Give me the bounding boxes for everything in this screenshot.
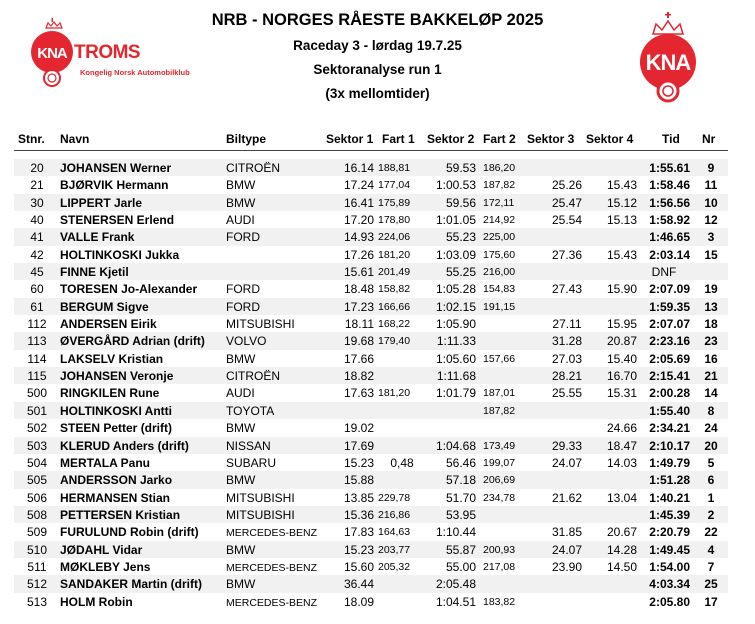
kna-troms-emblem-icon <box>30 18 200 88</box>
table-row <box>14 419 728 436</box>
driver-name: STEEN Petter (drift) <box>60 421 173 436</box>
sector-1: 15.60 <box>343 559 374 574</box>
sector-4: 20.67 <box>606 525 637 540</box>
rank: 7 <box>707 559 715 574</box>
speed-2: 187,82 <box>483 404 516 417</box>
driver-name: VALLE Frank <box>60 230 135 245</box>
car-type: MERCEDES-BENZ <box>226 527 318 540</box>
driver-name: ANDERSEN Eirik <box>60 317 157 332</box>
logo-right-mark: KNA <box>645 50 691 75</box>
driver-name: JØDAHL Vidar <box>60 542 143 557</box>
logo-left-tagline: Kongelig Norsk Automobilklub <box>80 68 190 77</box>
driver-name: FURULUND Robin (drift) <box>60 525 199 540</box>
driver-name: LAKSELV Kristian <box>60 351 164 366</box>
table-row <box>14 506 728 523</box>
speed-2: 216,00 <box>483 266 516 279</box>
speed-1: 203,77 <box>378 543 411 556</box>
sector-1: 16.14 <box>343 161 374 175</box>
col-stnr: Stnr. <box>18 132 45 146</box>
sector-3: 25.54 <box>551 213 583 228</box>
table-row <box>14 523 728 540</box>
sector-4: 24.66 <box>606 421 637 436</box>
total-time: 2:07.07 <box>649 317 690 332</box>
start-number: 506 <box>26 490 48 505</box>
car-type: FORD <box>226 282 260 297</box>
sector-1: 19.68 <box>343 334 374 349</box>
sector-4: 15.43 <box>606 247 637 262</box>
sector-3: 23.90 <box>551 559 583 574</box>
table-row <box>14 437 728 454</box>
start-number: 513 <box>26 594 48 609</box>
car-type: VOLVO <box>226 334 267 349</box>
sector-1: 17.66 <box>343 351 374 366</box>
speed-1: 181,20 <box>378 248 411 261</box>
driver-name: RINGKILEN Rune <box>60 386 160 401</box>
sector-1: 15.23 <box>343 542 374 557</box>
report-subtitle: Raceday 3 - lørdag 19.7.25 <box>293 38 462 53</box>
total-time: 1:40.21 <box>649 490 690 505</box>
car-type: MERCEDES-BENZ <box>226 596 318 609</box>
car-type: SUBARU <box>226 455 277 470</box>
col-navn: Navn <box>60 132 90 146</box>
driver-name: BJØRVIK Hermann <box>60 178 169 193</box>
sector-4: 15.31 <box>606 386 637 401</box>
speed-1: 164,63 <box>378 526 411 539</box>
speed-1: 201,49 <box>378 266 411 279</box>
sector-1: 15.88 <box>343 473 374 488</box>
car-type: AUDI <box>226 386 255 401</box>
total-time: 1:49.45 <box>649 542 690 557</box>
car-type: BMW <box>226 473 256 488</box>
logo-left-mark: KNA <box>37 45 67 62</box>
rank: 22 <box>704 525 718 540</box>
logo-left-name: TROMS <box>74 42 141 63</box>
sector-1: 15.61 <box>343 265 374 280</box>
rank: 5 <box>707 455 715 470</box>
driver-name: PETTERSEN Kristian <box>60 507 181 522</box>
car-type: BMW <box>226 421 256 436</box>
kna-emblem-icon <box>628 12 708 104</box>
col-sektor4: Sektor 4 <box>586 132 634 146</box>
total-time: 2:05.69 <box>649 351 690 366</box>
car-type: MITSUBISHI <box>226 490 295 505</box>
sector-1: 14.93 <box>343 230 374 245</box>
speed-1: 158,82 <box>378 283 411 296</box>
speed-1: 168,22 <box>378 318 411 331</box>
table-row <box>14 350 728 367</box>
sector-2: 1:01.05 <box>435 213 476 228</box>
total-time: 2:00.28 <box>649 386 690 401</box>
rank: 6 <box>707 473 715 488</box>
total-time: 1:55.40 <box>649 403 690 418</box>
car-type: BMW <box>226 577 256 592</box>
total-time: 2:34.21 <box>649 421 690 436</box>
driver-name: STENERSEN Erlend <box>60 213 175 228</box>
driver-name: MØKLEBY Jens <box>60 559 151 574</box>
sector-2: 59.53 <box>445 161 476 175</box>
start-number: 511 <box>27 559 47 574</box>
sector-2: 1:05.60 <box>435 351 476 366</box>
sector-2: 1:03.09 <box>435 247 476 262</box>
car-type: CITROËN <box>226 369 280 384</box>
start-number: 512 <box>26 577 48 592</box>
report-title: NRB - NORGES RÅESTE BAKKELØP 2025 <box>211 11 544 29</box>
rank: 13 <box>704 299 718 314</box>
table-row <box>14 558 728 575</box>
speed-2: 175,60 <box>483 248 516 261</box>
sector-4: 18.47 <box>606 438 637 453</box>
sector-2: 1:05.28 <box>435 282 476 297</box>
sector-1: 16.41 <box>343 195 374 210</box>
sector-2: 55.00 <box>445 559 476 574</box>
driver-name: SANDAKER Martin (drift) <box>60 577 202 592</box>
driver-name: HOLM Robin <box>60 594 133 609</box>
col-biltype: Biltype <box>226 132 267 146</box>
speed-2: 199,07 <box>483 456 516 469</box>
sector-1: 17.63 <box>343 386 374 401</box>
table-row <box>14 246 728 263</box>
sector-4: 15.40 <box>606 351 637 366</box>
rank: 2 <box>707 507 715 522</box>
driver-name: FINNE Kjetil <box>60 265 129 280</box>
sector-2: 1:05.90 <box>435 317 476 332</box>
driver-name: HERMANSEN Stian <box>60 490 171 505</box>
rank: 17 <box>704 594 718 609</box>
table-row <box>14 159 728 176</box>
sector-3: 28.21 <box>551 369 583 384</box>
table-row <box>14 454 728 471</box>
sector-2: 1:10.44 <box>435 525 476 540</box>
rank: 24 <box>704 421 718 436</box>
start-number: 510 <box>26 542 48 557</box>
table-row <box>14 298 728 315</box>
table-row <box>14 315 728 332</box>
start-number: 508 <box>26 507 48 522</box>
sector-3: 21.62 <box>551 490 583 505</box>
speed-2: 234,78 <box>483 491 516 504</box>
sector-2: 55.23 <box>445 230 476 245</box>
kna-logo <box>628 12 708 104</box>
start-number: 30 <box>30 195 44 210</box>
start-number: 113 <box>27 334 47 349</box>
car-type: MITSUBISHI <box>226 507 295 522</box>
sector-3: 27.43 <box>551 282 583 297</box>
sector-3: 31.28 <box>551 334 583 349</box>
sector-4: 16.70 <box>606 369 637 384</box>
table-row <box>14 384 728 401</box>
start-number: 500 <box>26 386 48 401</box>
speed-1: 216,86 <box>378 508 411 521</box>
speed-2: 157,66 <box>483 352 516 365</box>
speed-2: 154,83 <box>483 283 516 296</box>
sector-2: 55.87 <box>445 542 476 557</box>
start-number: 502 <box>26 421 48 436</box>
start-number: 504 <box>26 455 48 470</box>
total-time: 1:46.65 <box>649 230 690 245</box>
sector-3: 25.47 <box>551 195 583 210</box>
start-number: 21 <box>30 178 44 193</box>
driver-name: BERGUM Sigve <box>60 299 149 314</box>
total-time: 2:03.14 <box>649 247 690 262</box>
sector-3: 25.55 <box>551 386 583 401</box>
table-row <box>14 211 728 228</box>
speed-2: 225,00 <box>483 231 516 244</box>
sector-1: 17.69 <box>343 438 374 453</box>
sector-4: 15.43 <box>606 178 637 193</box>
start-number: 501 <box>26 403 48 418</box>
col-fart1: Fart 1 <box>382 132 415 146</box>
total-time: 1:56.56 <box>649 195 690 210</box>
sector-1: 17.23 <box>343 299 374 314</box>
sector-1: 17.83 <box>343 525 374 540</box>
sector-4: 15.90 <box>606 282 637 297</box>
car-type: BMW <box>226 195 256 210</box>
rank: 14 <box>704 386 718 401</box>
total-time: 2:05.80 <box>649 594 690 609</box>
speed-2: 187,01 <box>483 387 516 400</box>
col-sektor2: Sektor 2 <box>427 132 475 146</box>
sector-1: 17.20 <box>343 213 374 228</box>
table-row <box>14 402 728 419</box>
col-tid: Tid <box>662 132 680 146</box>
speed-2: 217,08 <box>483 560 516 573</box>
sector-1: 15.23 <box>343 455 374 470</box>
table-row <box>14 471 728 488</box>
speed-2: 186,20 <box>483 162 516 174</box>
driver-name: ØVERGÅRD Adrian (drift) <box>60 334 205 349</box>
speed-1: 178,80 <box>378 214 411 227</box>
table-row <box>14 332 728 349</box>
start-number: 61 <box>30 299 44 314</box>
table-row <box>14 263 728 280</box>
total-time: 1:58.46 <box>649 178 690 193</box>
total-time: 1:49.79 <box>649 455 690 470</box>
sector-2: 1:01.79 <box>435 386 476 401</box>
sector-3: 24.07 <box>551 542 583 557</box>
speed-1: 179,40 <box>378 335 411 348</box>
sector-2: 55.25 <box>445 265 476 280</box>
driver-name: ANDERSSON Jarko <box>60 473 173 488</box>
sector-1: 17.26 <box>343 247 374 262</box>
report-note: (3x mellomtider) <box>325 86 430 101</box>
speed-1: 188,81 <box>378 162 411 174</box>
speed-1: 229,78 <box>378 491 411 504</box>
total-time: 1:45.39 <box>649 507 690 522</box>
table-header <box>14 130 728 151</box>
sector-1: 19.02 <box>343 421 374 436</box>
sector-1: 15.36 <box>343 507 374 522</box>
speed-1: 0,48 <box>390 455 414 470</box>
speed-1: 181,20 <box>378 387 411 400</box>
table-row <box>14 575 728 592</box>
table-row <box>14 194 728 211</box>
speed-2: 206,69 <box>483 474 516 487</box>
start-number: 114 <box>27 351 47 366</box>
car-type: BMW <box>226 351 256 366</box>
speed-2: 191,15 <box>483 300 516 313</box>
report-analysis: Sektoranalyse run 1 <box>313 62 442 77</box>
sector-4: 15.95 <box>606 317 637 332</box>
rank: 4 <box>707 542 715 557</box>
sector-3: 31.85 <box>551 525 583 540</box>
start-number: 503 <box>26 438 48 453</box>
sector-4: 15.12 <box>606 195 637 210</box>
driver-name: LIPPERT Jarle <box>60 195 143 210</box>
total-time: 1:58.92 <box>649 213 690 228</box>
results-table <box>14 159 728 610</box>
rank: 1 <box>707 490 715 505</box>
start-number: 20 <box>30 161 44 175</box>
speed-1: 224,06 <box>378 231 411 244</box>
start-number: 112 <box>27 317 47 332</box>
total-time: 2:10.17 <box>649 438 690 453</box>
total-time: 1:51.28 <box>649 473 690 488</box>
driver-name: HOLTINKOSKI Antti <box>60 403 172 418</box>
sector-2: 1:11.33 <box>436 334 476 349</box>
total-time: 4:03.34 <box>649 577 690 592</box>
car-type: BMW <box>226 542 256 557</box>
sector-4: 14.50 <box>606 559 637 574</box>
sector-1: 18.48 <box>343 282 374 297</box>
speed-1: 177,04 <box>378 179 411 192</box>
sector-3: 27.11 <box>552 317 582 332</box>
speed-1: 205,32 <box>378 560 411 573</box>
col-nr: Nr <box>702 132 716 146</box>
kna-troms-logo <box>30 18 200 88</box>
sector-3: 29.33 <box>551 438 583 453</box>
start-number: 45 <box>30 265 44 280</box>
sector-1: 17.24 <box>343 178 374 193</box>
table-row <box>14 593 728 610</box>
rank: 21 <box>704 369 718 384</box>
start-number: 41 <box>30 230 44 245</box>
start-number: 40 <box>30 213 44 228</box>
sector-4: 14.03 <box>606 455 637 470</box>
total-time: 2:07.09 <box>649 282 690 297</box>
driver-name: KLERUD Anders (drift) <box>60 438 189 453</box>
sector-4: 13.04 <box>606 490 637 505</box>
total-time: 1:54.00 <box>649 559 690 574</box>
car-type: CITROËN <box>226 161 280 175</box>
car-type: MITSUBISHI <box>226 317 295 332</box>
col-fart2: Fart 2 <box>483 132 516 146</box>
speed-1: 175,89 <box>378 196 411 209</box>
total-time: 2:23.16 <box>649 334 690 349</box>
rank: 18 <box>704 317 718 332</box>
rank: 19 <box>704 282 718 297</box>
sector-2: 2:05.48 <box>435 577 476 592</box>
sector-2: 56.46 <box>445 455 476 470</box>
car-type: AUDI <box>226 213 255 228</box>
sector-1: 18.11 <box>344 317 374 332</box>
report-header <box>180 10 575 105</box>
car-type: MERCEDES-BENZ <box>226 561 318 574</box>
speed-2: 200,93 <box>483 543 516 556</box>
rank: 9 <box>707 161 715 175</box>
sector-3: 27.36 <box>551 247 583 262</box>
sector-2: 59.56 <box>445 195 476 210</box>
car-type: NISSAN <box>226 438 271 453</box>
total-time: 1:59.35 <box>649 299 690 314</box>
table-row <box>14 489 728 506</box>
table-row <box>14 541 728 558</box>
total-time: DNF <box>651 265 677 280</box>
speed-2: 187,82 <box>483 179 516 192</box>
sector-2: 51.70 <box>445 490 476 505</box>
col-sektor1: Sektor 1 <box>326 132 374 146</box>
rank: 8 <box>707 403 715 418</box>
sector-3: 25.26 <box>551 178 583 193</box>
table-row <box>14 280 728 297</box>
start-number: 509 <box>26 525 48 540</box>
sector-3: 27.03 <box>551 351 583 366</box>
sector-4: 14.28 <box>606 542 637 557</box>
sector-2: 53.95 <box>445 507 476 522</box>
sector-1: 13.85 <box>343 490 374 505</box>
sector-3: 24.07 <box>551 455 583 470</box>
rank: 3 <box>707 230 715 245</box>
rank: 23 <box>704 334 718 349</box>
sector-2: 1:11.68 <box>436 369 476 384</box>
start-number: 115 <box>27 369 47 384</box>
speed-1: 166,66 <box>378 300 411 313</box>
sector-2: 1:00.53 <box>435 178 476 193</box>
total-time: 2:15.41 <box>649 369 690 384</box>
driver-name: MERTALA Panu <box>60 455 150 470</box>
sector-2: 57.18 <box>445 473 476 488</box>
speed-2: 172,11 <box>483 196 515 209</box>
sector-4: 20.87 <box>606 334 637 349</box>
rank: 15 <box>704 247 718 262</box>
total-time: 2:20.79 <box>649 525 690 540</box>
driver-name: HOLTINKOSKI Jukka <box>60 247 180 262</box>
sector-2: 1:04.68 <box>435 438 476 453</box>
start-number: 505 <box>26 473 48 488</box>
table-row <box>14 367 728 384</box>
rank: 25 <box>704 577 718 592</box>
car-type: BMW <box>226 178 256 193</box>
rank: 11 <box>704 178 718 193</box>
sector-1: 18.82 <box>343 369 374 384</box>
table-row <box>14 176 728 193</box>
sector-1: 36.44 <box>343 577 374 592</box>
driver-name: JOHANSEN Veronje <box>60 369 174 384</box>
sector-1: 18.09 <box>343 594 374 609</box>
col-sektor3: Sektor 3 <box>527 132 575 146</box>
rank: 16 <box>704 351 718 366</box>
speed-2: 214,92 <box>483 214 516 227</box>
car-type: FORD <box>226 230 260 245</box>
start-number: 42 <box>30 247 44 262</box>
rank: 12 <box>704 213 718 228</box>
car-type: TOYOTA <box>226 403 275 418</box>
driver-name: TORESEN Jo-Alexander <box>60 282 198 297</box>
table-row <box>14 228 728 245</box>
rank: 10 <box>704 195 718 210</box>
speed-2: 173,49 <box>483 439 516 452</box>
sector-4: 15.13 <box>606 213 637 228</box>
start-number: 60 <box>30 282 44 297</box>
sector-2: 1:04.51 <box>435 594 476 609</box>
rank: 20 <box>704 438 718 453</box>
sector-2: 1:02.15 <box>435 299 476 314</box>
car-type: FORD <box>226 299 260 314</box>
driver-name: JOHANSEN Werner <box>60 161 172 175</box>
speed-2: 183,82 <box>483 595 516 608</box>
total-time: 1:55.61 <box>649 161 690 175</box>
